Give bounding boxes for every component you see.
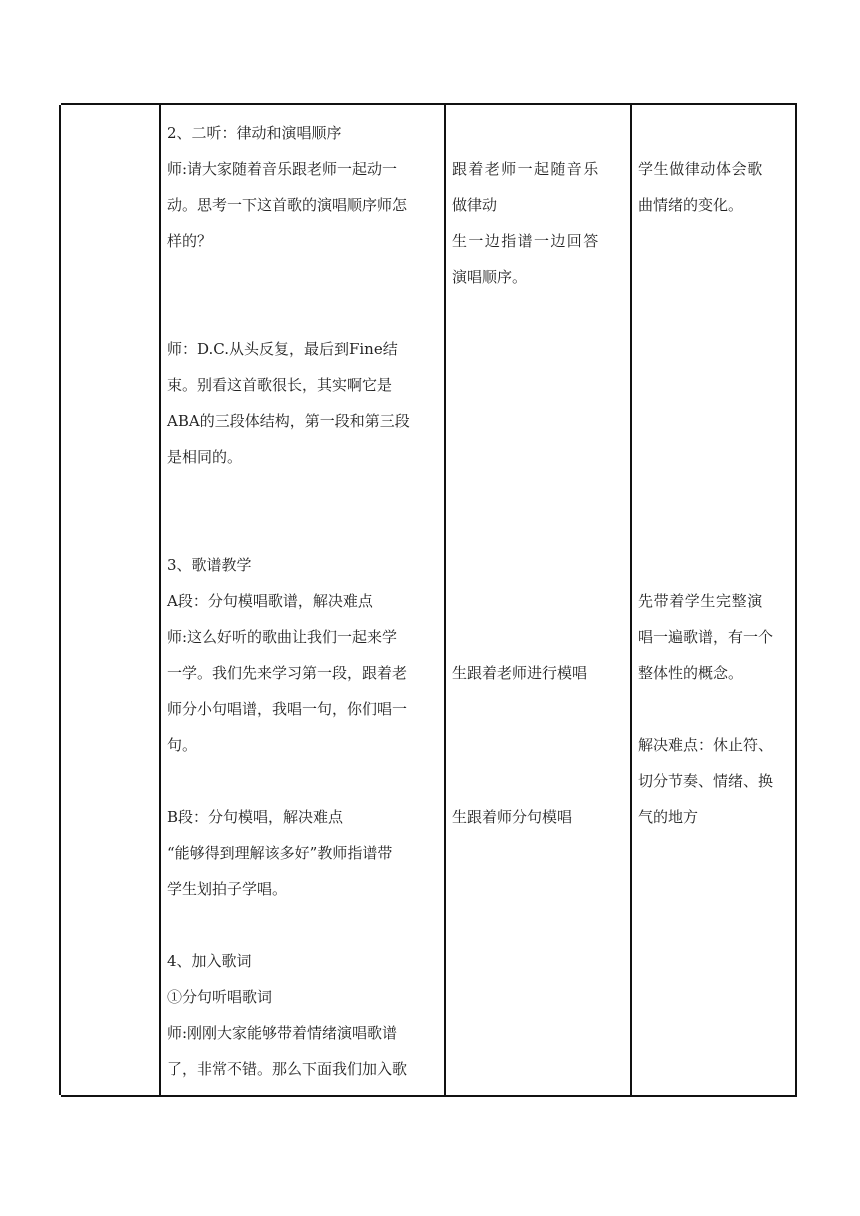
part-b-heading: B段：分句模唱，解决难点: [167, 808, 344, 826]
section-3-title: 3、歌谱教学: [167, 556, 252, 574]
intent-line: 唱一遍歌谱，有一个: [638, 628, 774, 646]
teacher-line: 师:刚刚大家能够带着情绪演唱歌谱: [167, 1024, 398, 1042]
intent-line: 学生做律动体会歌: [638, 160, 763, 178]
design-intent-cell: [638, 105, 790, 835]
teacher-line: 师:这么好听的歌曲让我们一起来学: [167, 628, 398, 646]
teacher-line: 师：D.C.从头反复，最后到Fine结: [167, 340, 398, 358]
intent-line: 整体性的概念。: [638, 664, 744, 682]
intent-line: 解决难点：休止符、: [638, 736, 774, 754]
teacher-line: 样的？: [167, 232, 213, 250]
teacher-line: 句。: [167, 736, 198, 754]
teacher-line: “能够得到理解该多好”教师指谱带: [167, 844, 393, 862]
intent-line: 切分节奏、情绪、换: [638, 772, 774, 790]
sub-heading: ①分句听唱歌词: [167, 988, 273, 1006]
teacher-activity-cell: [167, 105, 443, 1087]
student-line: 演唱顺序。: [452, 268, 528, 286]
intent-line: 气的地方: [638, 808, 699, 826]
table-divider-2: [444, 105, 446, 1095]
intent-line: 先带着学生完整演: [638, 592, 763, 610]
student-line: 做律动: [452, 196, 498, 214]
student-line: 生一边指谱一边回答: [452, 232, 600, 250]
teacher-line: 学生划拍子学唱。: [167, 880, 288, 898]
part-a-heading: A段：分句模唱歌谱，解决难点: [167, 592, 373, 610]
table-divider-3: [630, 105, 632, 1095]
student-line: 生跟着老师进行模唱: [452, 664, 588, 682]
section-2-title: 2、二听：律动和演唱顺序: [167, 124, 342, 142]
table-border-left: [59, 105, 61, 1095]
teacher-line: 了，非常不错。那么下面我们加入歌: [167, 1060, 408, 1078]
teacher-line: 师分小句唱谱，我唱一句，你们唱一: [167, 700, 408, 718]
teacher-line: 一学。我们先来学习第一段，跟着老: [167, 664, 408, 682]
teacher-line: ABA的三段体结构，第一段和第三段: [167, 412, 410, 430]
teacher-line: 束。别看这首歌很长，其实啊它是: [167, 376, 393, 394]
student-line: 跟着老师一起随音乐: [452, 160, 600, 178]
student-activity-cell: [452, 105, 624, 835]
teacher-line: 是相同的。: [167, 448, 243, 466]
lesson-table: [61, 103, 797, 1097]
student-line: 生跟着师分句模唱: [452, 808, 573, 826]
table-divider-1: [159, 105, 161, 1095]
intent-line: 曲情绪的变化。: [638, 196, 744, 214]
teacher-line: 动。思考一下这首歌的演唱顺序师怎: [167, 196, 408, 214]
table-border-right: [795, 105, 797, 1095]
teacher-line: 师:请大家随着音乐跟老师一起动一: [167, 160, 398, 178]
section-4-title: 4、加入歌词: [167, 952, 252, 970]
